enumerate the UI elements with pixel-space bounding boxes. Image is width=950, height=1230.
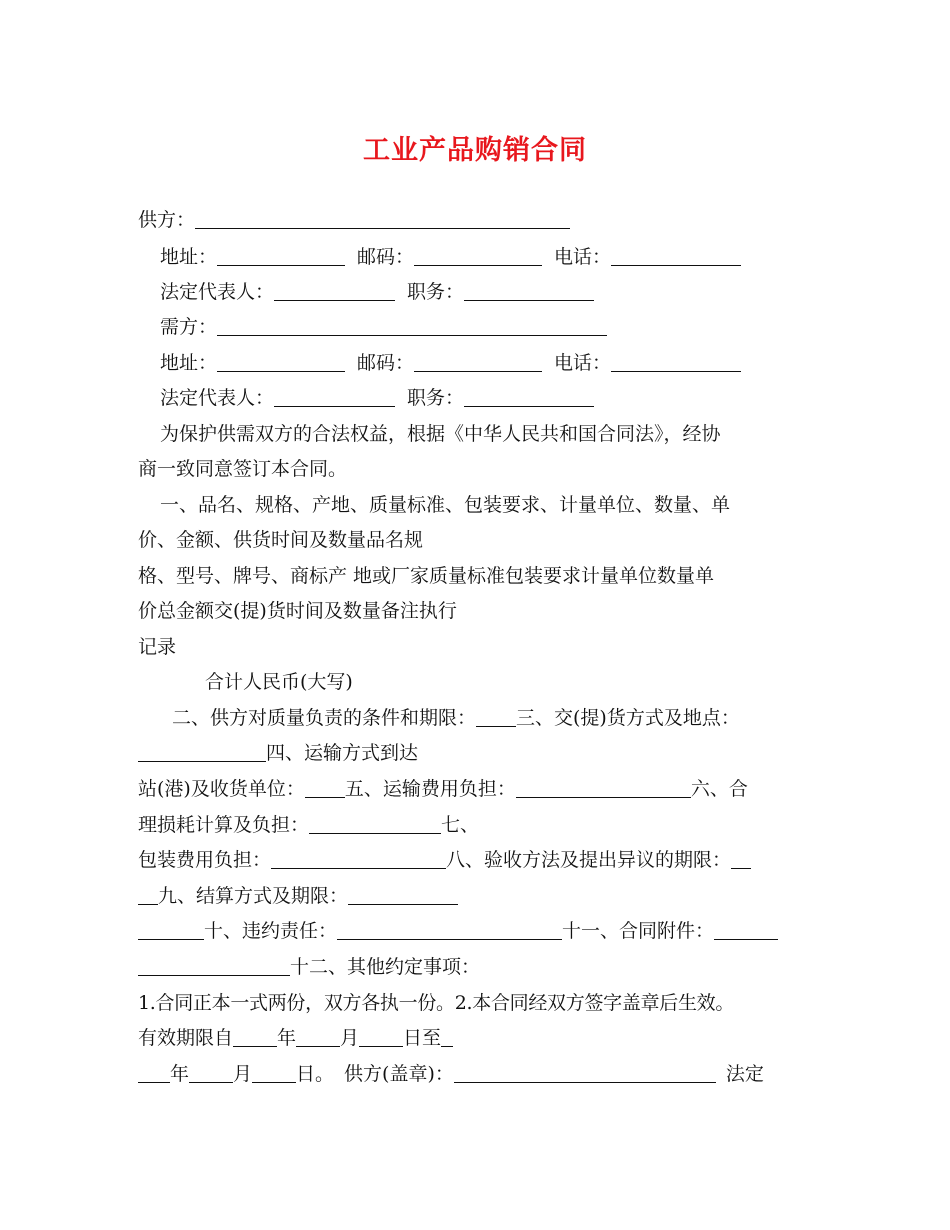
buyer-position-label: 职务： bbox=[407, 387, 465, 409]
supplier-name-blank bbox=[195, 208, 570, 229]
supplier-rep-blank bbox=[274, 280, 395, 301]
supplier-zip-label: 邮码： bbox=[357, 246, 415, 268]
end-day-blank bbox=[252, 1062, 296, 1083]
supplier-rep-label: 法定代表人： bbox=[160, 281, 275, 303]
start-year-blank bbox=[233, 1026, 277, 1047]
buyer-phone-label: 电话： bbox=[554, 352, 612, 374]
supplier-seal-blank bbox=[454, 1062, 716, 1083]
legal-rep-label-start: 法定 bbox=[725, 1063, 764, 1085]
clause7-label-end: 包装费用负担： bbox=[138, 849, 272, 871]
clause4-6-line bbox=[138, 776, 748, 802]
total-amount-label: 合计人民币(大写) bbox=[205, 671, 353, 693]
validity-prefix: 有效期限自 bbox=[138, 1027, 234, 1049]
buyer-label: 需方： bbox=[160, 316, 218, 338]
year-label: 年 bbox=[277, 1027, 297, 1049]
end-month-blank bbox=[189, 1062, 233, 1083]
clause8-label: 八、验收方法及提出异议的期限： bbox=[446, 849, 732, 871]
end-month-label: 月 bbox=[233, 1063, 253, 1085]
clause11-blank-a bbox=[714, 919, 778, 940]
clause7-label-start: 七、 bbox=[441, 814, 480, 836]
buyer-rep-label: 法定代表人： bbox=[160, 387, 275, 409]
clause8-blank-b bbox=[138, 884, 158, 905]
clause6-label-end: 理损耗计算及负担： bbox=[138, 814, 310, 836]
end-day-label: 日。 bbox=[296, 1063, 335, 1085]
clause1-line-5: 记录 bbox=[138, 636, 177, 658]
clause1-line-3: 格、型号、牌号、商标产 地或厂家质量标准包装要求计量单位数量单 bbox=[138, 565, 715, 587]
clause11-label: 十一、合同附件： bbox=[562, 920, 715, 942]
clause9-line bbox=[138, 883, 458, 909]
clause6-7-line bbox=[138, 812, 479, 838]
supplier-position-label: 职务： bbox=[407, 281, 465, 303]
buyer-name-blank bbox=[217, 315, 607, 336]
clause1-line-1: 一、品名、规格、产地、质量标准、包装要求、计量单位、数量、单 bbox=[160, 494, 731, 516]
buyer-address-label: 地址： bbox=[160, 352, 218, 374]
clause2-label: 二、供方对质量负责的条件和期限： bbox=[172, 707, 477, 729]
clause3-blank bbox=[138, 741, 266, 762]
preamble-line-2: 商一致同意签订本合同。 bbox=[138, 458, 348, 480]
document-title: 工业产品购销合同 bbox=[363, 135, 587, 166]
terms-line-1: 1.合同正本一式两份，双方各执一份。2.本合同经双方签字盖章后生效。 bbox=[138, 992, 735, 1014]
clause12-label: 十二、其他约定事项： bbox=[290, 956, 481, 978]
clause3-label: 三、交(提)货方式及地点： bbox=[516, 707, 740, 729]
clause1-line-2: 价、金额、供货时间及数量品名规 bbox=[138, 529, 424, 551]
buyer-contact-line bbox=[160, 350, 741, 376]
start-month-blank bbox=[296, 1026, 340, 1047]
clause9-blank-b bbox=[138, 919, 204, 940]
clause2-blank bbox=[476, 706, 516, 727]
buyer-rep-line bbox=[160, 385, 594, 411]
validity-line bbox=[138, 1025, 453, 1051]
clause6-label-start: 六、合 bbox=[690, 778, 748, 800]
signature-line bbox=[138, 1061, 764, 1087]
clause9-label: 九、结算方式及期限： bbox=[158, 885, 349, 907]
clause8-blank-a bbox=[731, 848, 751, 869]
supplier-address-label: 地址： bbox=[160, 246, 218, 268]
buyer-rep-blank bbox=[274, 386, 395, 407]
clause4-continued: 站(港)及收货单位： bbox=[138, 778, 305, 800]
supplier-line bbox=[138, 207, 570, 233]
buyer-address-blank bbox=[217, 351, 345, 372]
clause10-label: 十、违约责任： bbox=[204, 920, 338, 942]
end-year-label: 年 bbox=[170, 1063, 190, 1085]
buyer-phone-blank bbox=[611, 351, 741, 372]
supplier-rep-line bbox=[160, 279, 594, 305]
clause1-line-4: 价总金额交(提)货时间及数量备注执行 bbox=[138, 600, 457, 622]
end-year-blank-a bbox=[441, 1026, 453, 1047]
start-day-blank bbox=[359, 1026, 403, 1047]
clause6-blank bbox=[309, 813, 441, 834]
clause7-8-line bbox=[138, 847, 751, 873]
supplier-contact-line bbox=[160, 244, 741, 270]
clause5-blank bbox=[516, 777, 691, 798]
month-label: 月 bbox=[340, 1027, 360, 1049]
buyer-line bbox=[160, 314, 607, 340]
clause7-blank bbox=[271, 848, 446, 869]
day-to-label: 日至 bbox=[403, 1027, 442, 1049]
clause9-blank bbox=[348, 884, 458, 905]
end-year-blank-b bbox=[138, 1062, 170, 1083]
supplier-seal-label: 供方(盖章)： bbox=[344, 1063, 454, 1085]
supplier-phone-label: 电话： bbox=[554, 246, 612, 268]
clause4-blank bbox=[305, 777, 345, 798]
preamble-line-1: 为保护供需双方的合法权益，根据《中华人民共和国合同法》，经协 bbox=[160, 423, 721, 445]
supplier-position-blank bbox=[464, 280, 594, 301]
supplier-phone-blank bbox=[611, 245, 741, 266]
supplier-address-blank bbox=[217, 245, 345, 266]
clause3-4-line bbox=[138, 740, 418, 766]
clause4-label: 四、运输方式到达 bbox=[266, 742, 419, 764]
clause2-3-line bbox=[172, 705, 740, 731]
buyer-position-blank bbox=[464, 386, 594, 407]
clause10-11-line bbox=[138, 918, 778, 944]
clause5-label: 五、运输费用负担： bbox=[344, 778, 516, 800]
buyer-zip-label: 邮码： bbox=[357, 352, 415, 374]
clause11-blank-b bbox=[138, 955, 290, 976]
supplier-label: 供方： bbox=[138, 209, 196, 231]
buyer-zip-blank bbox=[414, 351, 542, 372]
clause10-blank bbox=[337, 919, 562, 940]
clause12-line bbox=[138, 954, 480, 980]
supplier-zip-blank bbox=[414, 245, 542, 266]
